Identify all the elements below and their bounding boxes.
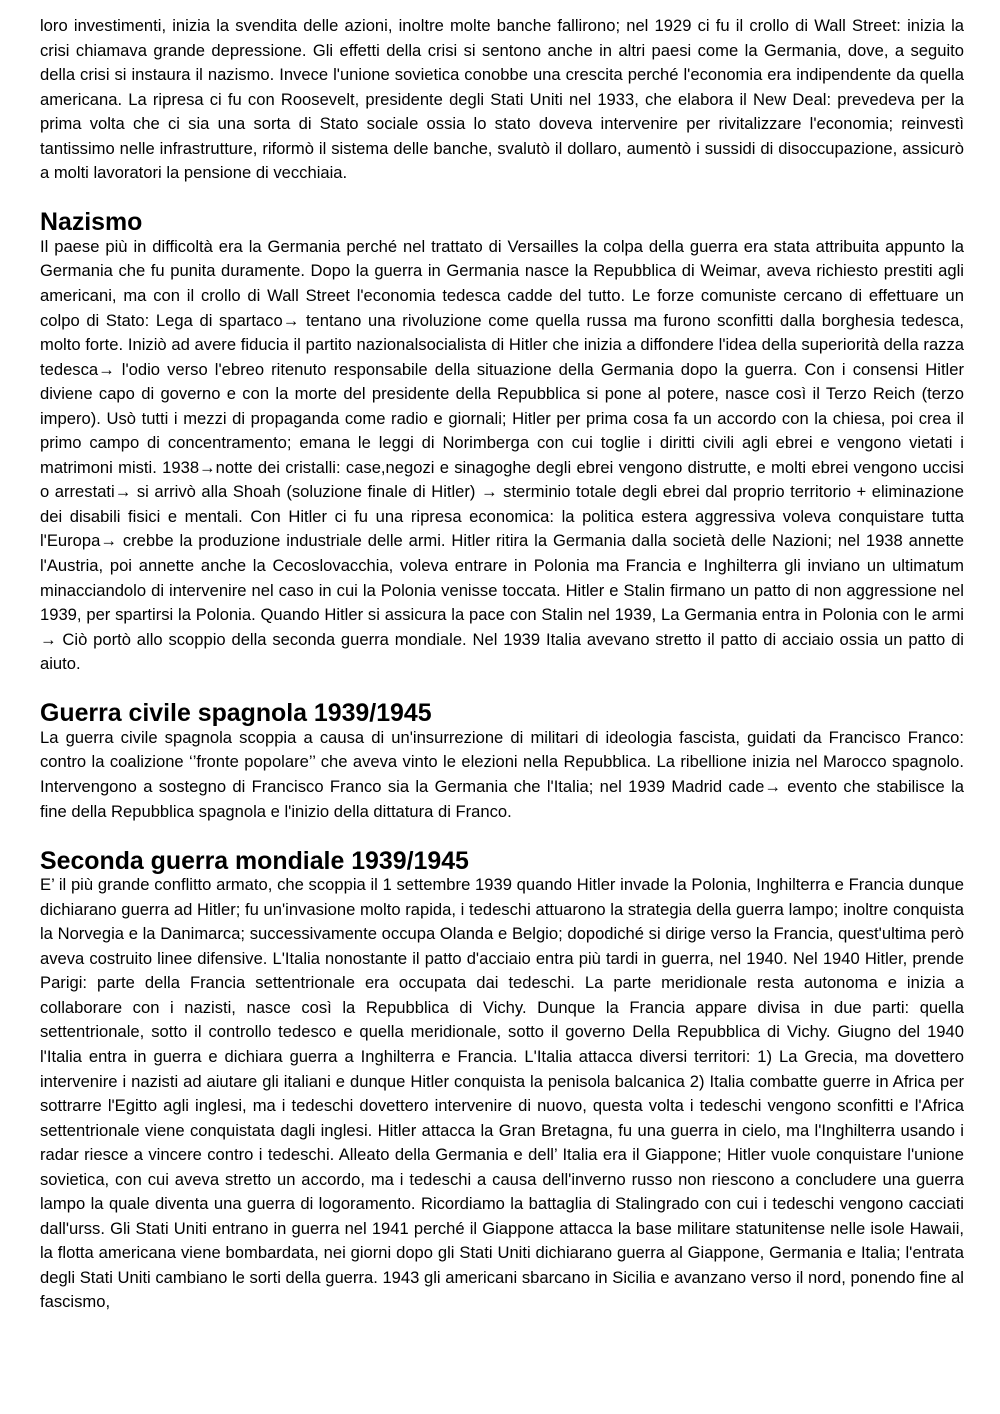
section-heading-guerra-civile-spagnola: Guerra civile spagnola 1939/1945 <box>40 699 432 728</box>
section-heading-seconda-guerra-mondiale: Seconda guerra mondiale 1939/1945 <box>40 846 469 875</box>
nazismo-paragraph: Il paese più in difficoltà era la Germania perché nel trattato di Versailles la colpa della guerra era stata attribuita appunto la Germania che fu punita duramente. Dopo la guerra in Germania nasce la Repubblica di Weimar, aveva richiesto prestiti agli americani, ma con il crollo di Wall Street l'economia tedesca cadde del tutto. Le forze comuniste cercano di effettuare un colpo di Stato: Lega di spartaco→ tentano una rivoluzione come quella russa ma furono sconfitti dalla borghesia tedesca, molto forte. Iniziò ad avere fiducia il partito nazionalsocialista di Hitler che inizia a diffondere l'idea della superiorità della razza tedesca→ l'odio verso l'ebreo ritenuto responsabile della situazione della Germania dopo la guerra. Con i consensi Hitler diviene capo di governo e con la morte del presidente della Repubblica si pone al potere, nasce così il Terzo Reich (terzo impero). Usò tutti i mezzi di propaganda come radio e giornali; Hitler per prima cosa fa un accordo con la chiesa, poi crea il primo campo di concentramento; emana le leggi di Norimberga con cui toglie i diritti civili agli ebrei e vengono vietati i matrimoni misti. 1938→notte dei cristalli: case,negozi e sinagoghe degli ebrei vengono distrutte, e molti ebrei vengono uccisi o arrestati→ si arrivò alla Shoah (soluzione finale di Hitler) → sterminio totale degli ebrei dal proprio territorio + eliminazione dei disabili fisici e mentali. Con Hitler ci fu una ripresa economica: la politica estera aggressiva voleva conquistare tutta l'Europa→ crebbe la produzione industriale delle armi. Hitler ritira la Germania dalla società delle Nazioni; nel 1938 annette l'Austria, poi annette anche la Cecoslovacchia, voleva entrare in Polonia ma Francia e Inghilterra gli inviano un ultimatum minacciandolo di intervenire nel caso in cui la Polonia venisse toccata. Hitler e Stalin firmano un patto di non aggressione nel 1939, per spartirsi la Polonia. Quando Hitler si assicura la pace con Stalin nel 1939, La Germania entra in Polonia con le armi → Ciò portò allo scoppio della seconda guerra mondiale. Nel 1939 Italia avevano stretto il patto di acciaio ossia un patto di aiuto. <box>40 236 964 674</box>
document-page <box>40 14 964 1315</box>
guerra-civile-spagnola-paragraph: La guerra civile spagnola scoppia a causa di un'insurrezione di militari di ideologia fascista, guidati da Francisco Franco: contro la coalizione ‘’fronte popolare’’ che aveva vinto le elezioni nella Repubblica. La ribellione inizia nel Marocco spagnolo. Intervengono a sostegno di Francisco Franco sia la Germania che l'Italia; nel 1939 Madrid cade→ evento che stabilisce la fine della Repubblica spagnola e l'inizio della dittatura di Franco. <box>40 727 964 821</box>
paragraph-spacer <box>40 824 964 849</box>
paragraph-spacer <box>40 677 964 702</box>
paragraph-spacer <box>40 186 964 211</box>
intro-paragraph: loro investimenti, inizia la svendita delle azioni, inoltre molte banche fallirono; nel 1929 ci fu il crollo di Wall Street: inizia la crisi chiamava grande depressione. Gli effetti della crisi si sentono anche in altri paesi come la Germania, dove, a seguito della crisi si instaura il nazismo. Invece l'unione sovietica conobbe una crescita perché l'economia era indipendente da quella americana. La ripresa ci fu con Roosevelt, presidente degli Stati Uniti nel 1933, che elabora il New Deal: prevedeva per la prima volta che ci sia una sorta di Stato sociale ossia lo stato doveva intervenire per rivitalizzare l'economia; reinvestì tantissimo nelle infrastrutture, riformò il sistema delle banche, svalutò il dollaro, aumentò i sussidi di disoccupazione, assicurò a molti lavoratori la pensione di vecchiaia. <box>40 16 964 183</box>
section-heading-nazismo: Nazismo <box>40 208 143 237</box>
seconda-guerra-mondiale-paragraph: E’ il più grande conflitto armato, che scoppia il 1 settembre 1939 quando Hitler invade la Polonia, Inghilterra e Francia dunque dichiarano guerra ad Hitler; fu un'invasione molto rapida, i tedeschi attuarono la strategia della guerra lampo; inoltre conquista la Norvegia e la Danimarca; successivamente occupa Olanda e Belgio; dopodiché si dirige verso la Francia, quest'ultima però aveva costruito linee difensive. L'Italia nonostante il patto d'acciaio entra più tardi in guerra, nel 1940. Nel 1940 Hitler, prende Parigi: parte della Francia settentrionale era occupata dai tedeschi. La parte meridionale resta autonoma e inizia a collaborare con i nazisti, nasce così la Repubblica di Vichy. Dunque la Francia appare divisa in due parti: quella settentrionale, sotto il controllo tedesco e quella meridionale, sotto il governo Della Repubblica di Vichy. Giugno del 1940 l'Italia entra in guerra e dichiara guerra a Inghilterra e Francia. L'Italia attacca diversi territori: 1) La Grecia, ma dovettero intervenire i nazisti ad aiutare gli italiani e dunque Hitler conquista la penisola balcanica 2) Italia combatte guerre in Africa per sottrarre l'Egitto agli inglesi, ma i tedeschi dovettero intervenire di nuovo, questa volta i tedeschi vengono sconfitti e l'Africa settentrionale viene conquistata dagli inglesi. Hitler attacca la Gran Bretagna, fu una guerra in cielo, ma l'Inghilterra usando i radar riesce a vincere contro i tedeschi. Alleato della Germania e dell’ Italia era il Giappone; Hitler vuole conquistare l'unione sovietica, con cui aveva stretto un accordo, ma i tedeschi a causa dell'inverno russo non riescono a concludere una guerra lampo la quale diventa una guerra di logoramento. Ricordiamo la battaglia di Stalingrado con cui i tedeschi vengono cacciati dall'urss. Gli Stati Uniti entrano in guerra nel 1941 perché il Giappone attacca la base militare statunitense nelle isole Hawaii, la flotta americana viene bombardata, nei giorni dopo gli Stati Uniti dichiarano guerra al Giappone, Germania e Italia; l'entrata degli Stati Uniti cambiano le sorti della guerra. 1943 gli americani sbarcano in Sicilia e avanzano verso il nord, ponendo fine al fascismo, <box>40 875 964 1312</box>
